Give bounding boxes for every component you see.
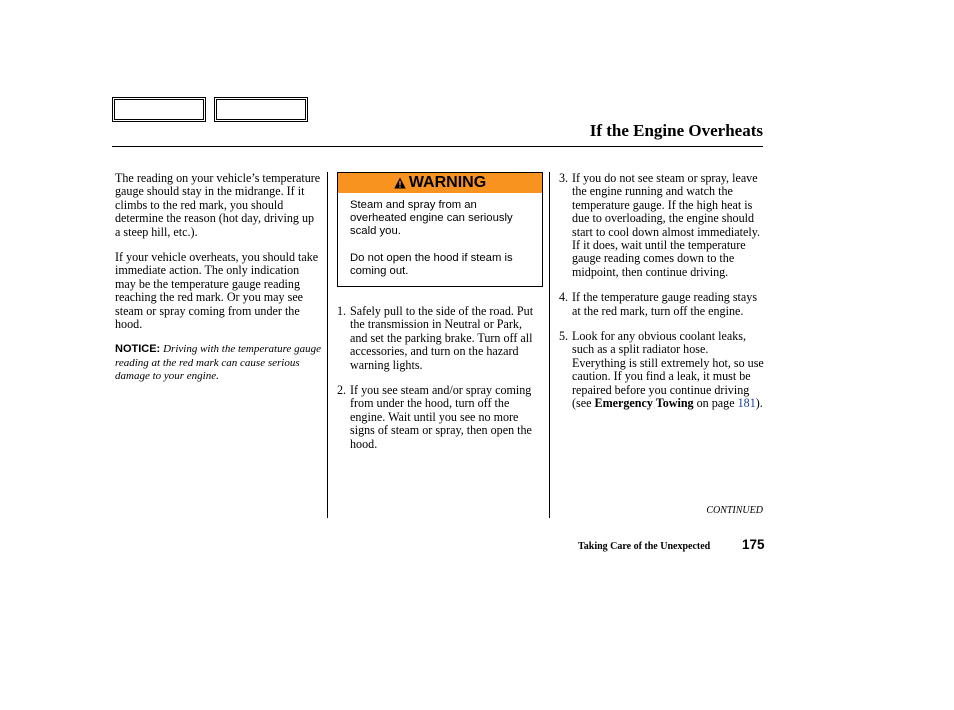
step-number: 5. — [559, 329, 569, 344]
column-divider-2 — [549, 172, 550, 518]
step-number: 4. — [559, 290, 569, 305]
warning-box — [337, 172, 543, 287]
step-text: If you see steam and/or spray coming from under the hood, turn off the engine. Wait until you see no more signs of steam or spray, then open the hood. — [350, 383, 532, 451]
step-text: Safely pull to the side of the road. Put the transmission in Neutral or Park, and set the parking brake. Turn off all accessories, and turn on the hazard warning lights. — [350, 304, 534, 372]
section-label: Taking Care of the Unexpected — [578, 541, 711, 552]
emergency-towing-reference: Emergency Towing — [594, 396, 694, 411]
step-item — [559, 172, 764, 279]
warning-header — [338, 173, 542, 193]
step-number: 2. — [337, 383, 347, 398]
title-rule — [112, 146, 763, 147]
notice-label: NOTICE: — [115, 343, 161, 356]
column-3-steps — [559, 172, 764, 423]
step-item — [337, 384, 537, 451]
column-divider-1 — [327, 172, 328, 518]
step-item — [559, 330, 764, 410]
notice-text: Driving with the temperature gauge reading at the red mark can cause serious damage to your engine. — [115, 343, 321, 383]
continued-label: CONTINUED — [706, 505, 763, 516]
step-text: If you do not see steam or spray, leave the engine running and watch the temperature gauge. If the high heat is due to overloading, the engine should start to cool down almost immediately. If it does, wait until the temperature gauge reading comes down to the midpoint, then continue driving. — [572, 171, 760, 279]
intro-paragraph: The reading on your vehicle’s temperature gauge should stay in the midrange. If it climbs to the red mark, you should determine the reason (hot day, driving up a steep hill, etc.). — [115, 171, 321, 239]
nav-button-index[interactable] — [214, 97, 308, 122]
notice — [115, 343, 321, 383]
step-text-end: ). — [755, 396, 763, 411]
page-link-181[interactable]: 181 — [737, 396, 756, 411]
warning-triangle-icon — [394, 177, 406, 189]
nav-button-main-menu[interactable] — [112, 97, 206, 122]
overheat-paragraph: If your vehicle overheats, you should take immediate action. The only indication may be the temperature gauge reading reaching the red mark. Or you may see steam or spray coming from under the hood. — [115, 250, 319, 332]
step-number: 3. — [559, 171, 569, 185]
step-number: 1. — [337, 304, 347, 318]
page-title: If the Engine Overheats — [589, 121, 763, 140]
column-2-steps — [337, 305, 537, 463]
warning-body — [338, 193, 542, 278]
warning-label: WARNING — [408, 174, 487, 191]
step-text: If the temperature gauge reading stays at the red mark, turn off the engine. — [572, 290, 758, 318]
step-text: Look for any obvious coolant leaks, such as a split radiator hose. Everything is still extremely hot, so use caution. If you find a leak, it must be repaired before you continue driving (see — [572, 329, 764, 411]
page-number: 175 — [742, 537, 765, 552]
warning-line-2: Do not open the hood if steam is coming out. — [350, 251, 513, 277]
step-text-cont: on page — [693, 396, 738, 411]
column-1 — [115, 172, 321, 396]
step-item — [337, 305, 537, 372]
step-item — [559, 291, 764, 318]
warning-line-1: Steam and spray from an overheated engine can seriously scald you. — [350, 199, 513, 238]
